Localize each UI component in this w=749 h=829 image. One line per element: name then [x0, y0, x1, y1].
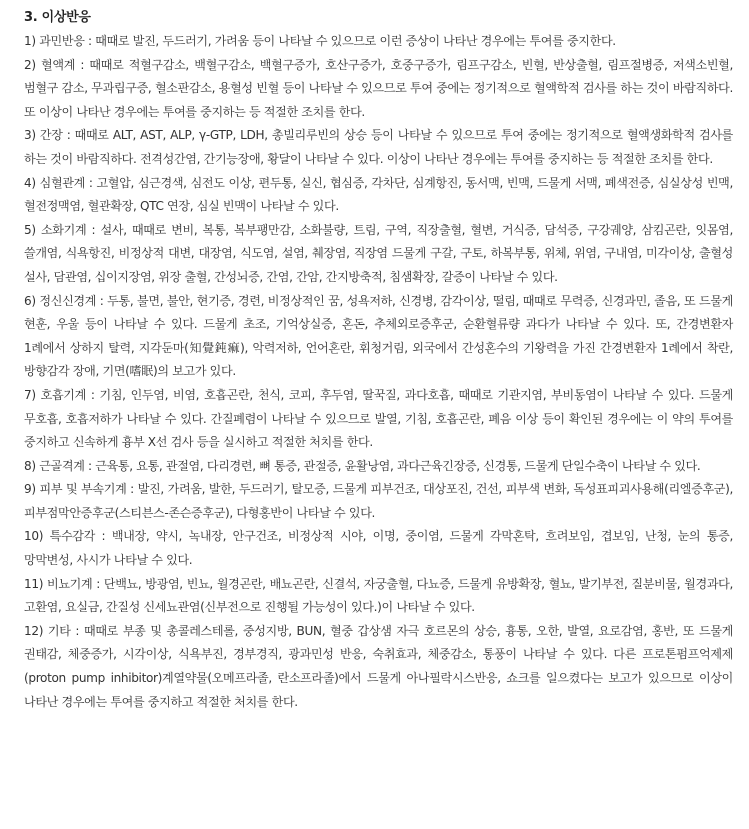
adverse-reaction-item-urinary: 11) 비뇨기계 : 단백뇨, 방광염, 빈뇨, 월경곤란, 배뇨곤란, 신결석, 자궁출혈, 다뇨증, 드물게 유방확장, 혈뇨, 발기부전, 질분비물, 월경과다, 고환염, 요실금, 간질성 신세뇨관염(신부전으로 진행될 가능성이 있다.)이 나타날 수 있다. [24, 576, 733, 615]
adverse-reaction-item-neuropsychiatric: 6) 정신신경계 : 두통, 불면, 불안, 현기증, 경련, 비정상적인 꿈, 성욕저하, 신경병, 감각이상, 떨림, 때때로 무력증, 신경과민, 졸음, 또 드물게 현훈, 우울 등이 나타날 수 있다. 드물게 초조, 기억상실증, 혼돈, 추체외로증후군, 순환혈류량 과다가 나타날 수 있다. 또, 간경변환자 1례에서 상하지 탈력, 지각둔마(知覺鈍痲), 악력저하, 언어혼란, 휘청거림, 외국에서 간성혼수의 기왕력을 가진 간경변환자 1례에서 착란, 방향감각 장애, 기면(嗜眠)의 보고가 있다. [24, 293, 733, 379]
adverse-reaction-item-other: 12) 기타 : 때때로 부종 및 총콜레스테롤, 중성지방, BUN, 혈중 갑상샘 자극 호르몬의 상승, 흉통, 오한, 발열, 요로감염, 홍반, 또 드물게 권태감, 체중증가, 시각이상, 식욕부진, 경부경직, 광과민성 반응, 숙취효과, 체중감소, 통풍이 나타날 수 있다. 다른 프로톤펌프억제제(proton pump inhibitor)계열약물(오메프라졸, 란소프라졸)에서 드물게 아나필락시스반응, 쇼크를 일으켰다는 보고가 있으므로 이상이 나타난 경우에는 투여를 중지하고 적절한 처치를 한다. [24, 623, 733, 709]
adverse-reaction-item-respiratory: 7) 호흡기계 : 기침, 인두염, 비염, 호흡곤란, 천식, 코피, 후두염, 딸꾹질, 과다호흡, 때때로 기관지염, 부비동염이 나타날 수 있다. 드물게 무호흡, 호흡저하가 나타날 수 있다. 간질폐렴이 나타날 수 있으므로 발열, 기침, 호흡곤란, 폐음 이상 등이 확인된 경우에는 이 약의 투여를 중지하고 신속하게 흉부 X선 검사 등을 실시하고 적절한 처치를 한다. [24, 387, 733, 450]
adverse-reaction-item-blood: 2) 혈액계 : 때때로 적혈구감소, 백혈구감소, 백혈구증가, 호산구증가, 호중구증가, 림프구감소, 빈혈, 반상출혈, 림프절병증, 저색소빈혈, 범혈구 감소, 무과립구증, 혈소판감소, 용혈성 빈혈 등이 나타날 수 있으므로 투여 중에는 정기적으로 혈액학적 검사를 하는 것이 바람직하다. 또 이상이 나타난 경우에는 투여를 중지하는 등 적절한 조치를 한다. [24, 57, 733, 119]
section-title: 3. 이상반응 [24, 10, 91, 25]
adverse-reaction-item-special-senses: 10) 특수감각 : 백내장, 약시, 녹내장, 안구건조, 비정상적 시야, 이명, 중이염, 드물게 각막혼탁, 흐려보임, 겹보임, 난청, 눈의 통증, 망막변성, 사시가 나타날 수 있다. [24, 529, 733, 568]
adverse-reaction-item-skin: 9) 피부 및 부속기계 : 발진, 가려움, 발한, 두드러기, 탈모증, 드물게 피부건조, 대상포진, 건선, 피부색 변화, 독성표피괴사용해(리엘증후군), 피부점막안증후군(스티븐스-존슨증후군), 다형홍반이 나타날 수 있다. [24, 482, 733, 520]
adverse-reaction-item-cardiovascular: 4) 심혈관계 : 고혈압, 심근경색, 심전도 이상, 편두통, 실신, 협심증, 각차단, 심계항진, 동서맥, 빈맥, 드물게 서맥, 폐색전증, 심실상성 빈맥, 혈전정맥염, 혈관확장, QTC 연장, 심실 빈맥이 나타날 수 있다. [24, 175, 733, 214]
adverse-reaction-item-musculoskeletal: 8) 근골격계 : 근육통, 요통, 관절염, 다리경련, 뼈 통증, 관절증, 윤활낭염, 과다근육긴장증, 신경통, 드물게 단일수축이 나타날 수 있다. [24, 458, 701, 473]
adverse-reaction-item-liver: 3) 간장 : 때때로 ALT, AST, ALP, γ-GTP, LDH, 총빌리루빈의 상승 등이 나타날 수 있으므로 투여 중에는 정기적으로 혈액생화학적 검사를 하는 것이 바람직하다. 전격성간염, 간기능장애, 황달이 나타날 수 있다. 이상이 나타난 경우에는 투여를 중지하는 등 적절한 조치를 한다. [24, 128, 733, 166]
adverse-reaction-item-digestive: 5) 소화기계 : 설사, 때때로 변비, 복통, 복부팽만감, 소화불량, 트림, 구역, 직장출혈, 혈변, 거식증, 담석증, 구강궤양, 삼킴곤란, 잇몸염, 쓸개염, 식욕항진, 비정상적 대변, 대장염, 식도염, 설염, 췌장염, 직장염 드물게 구갈, 구토, 하복부통, 위체, 위염, 구내염, 미각이상, 출혈성 설사, 담관염, 십이지장염, 위장 출혈, 간성뇌증, 간염, 간암, 간지방축적, 침샘확장, 갈증이 나타날 수 있다. [24, 222, 733, 284]
adverse-reaction-item-hypersensitivity: 1) 과민반응 : 때때로 발진, 두드러기, 가려움 등이 나타날 수 있으므로 이런 증상이 나타난 경우에는 투여를 중지한다. [24, 34, 616, 48]
